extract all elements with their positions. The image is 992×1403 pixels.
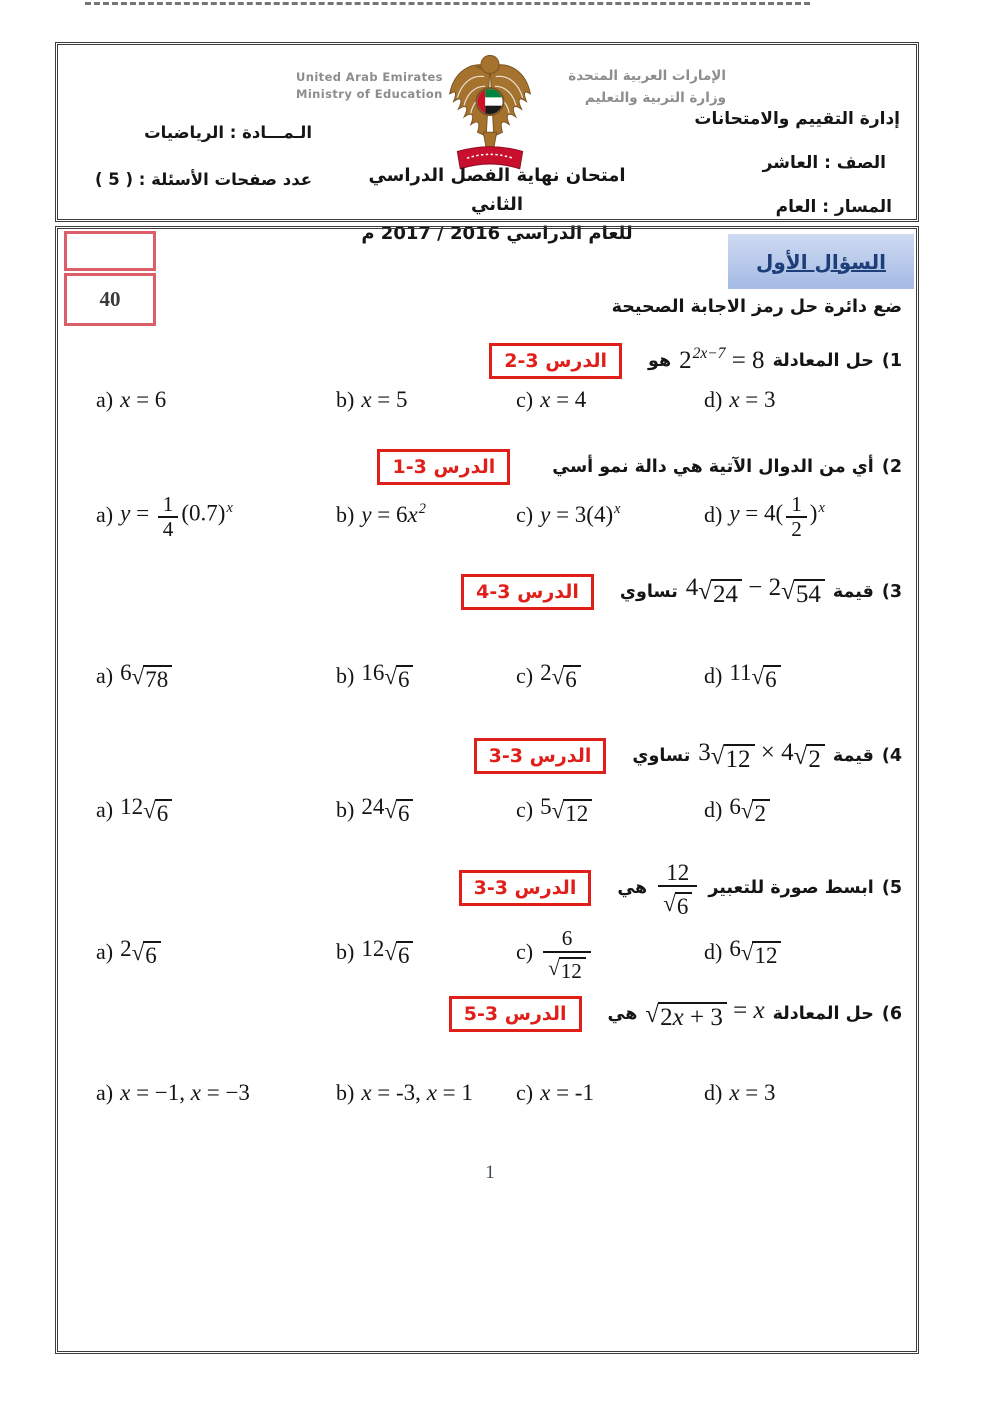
exam-title-line2: للعام الدراسي 2016 / 2017 م [361,223,633,244]
option-a [96,491,336,540]
option-math: 12 √ 6 [120,794,172,826]
ministry-en-line1: United Arab Emirates [296,70,443,84]
ministry-ar-line1: الإمارات العربية المتحدة [568,68,726,84]
question-number: 5) [881,877,902,898]
question-number: 6) [881,1003,902,1024]
option-math: x = 3 [729,387,776,412]
question-6-options [78,1080,902,1106]
question-2-options [78,491,902,540]
track-label: المسار : العام [775,197,892,217]
option-math: 12 √ 6 [361,936,413,968]
question-number: 2) [881,457,902,477]
ministry-name-english [296,69,443,103]
option-c [516,660,704,692]
lesson-tag: الدرس 3-3 [474,738,607,774]
option-math: 11 √ 6 [729,660,780,692]
option-key: c) [516,1079,534,1105]
option-math: 5 √ 12 [540,794,592,826]
option-math: 6 √ 12 [540,925,594,979]
question-6-text [608,997,902,1031]
option-math: x = -1 [540,1079,594,1105]
option-math: x = 5 [361,387,408,412]
option-c [516,1080,704,1106]
option-math: 2 √ 6 [540,660,581,692]
question-1-options [78,387,902,413]
option-key: b) [336,796,355,822]
option-key: a) [96,662,114,688]
question-number: 3) [881,581,902,602]
question-4-text [632,739,902,773]
lesson-tag: الدرس 3-1 [377,449,510,485]
lesson-tag: الدرس 3-2 [489,343,622,379]
header-right-block [694,97,900,229]
option-math: y = $\frac{1}{4}$ $(0.7)^x$ [120,492,233,542]
questions-area [58,229,916,1351]
question-prompt-tail: تساوي [619,581,678,602]
option-math: x = 3 [729,1079,776,1105]
question-prompt: ابسط صورة للتعبير [708,877,874,898]
option-a [96,1080,336,1106]
question-2-text [536,457,902,477]
question-prompt-tail: هو [648,351,672,371]
option-key: d) [704,662,723,688]
option-b [336,936,516,968]
marks-box-total: 40 [64,273,156,326]
option-key: c) [516,796,534,822]
option-math: 6 √ 78 [120,660,172,692]
question-prompt: حل المعادلة [772,351,874,371]
section-title: السؤال الأول [756,249,886,274]
uae-falcon-emblem-icon [442,51,538,179]
option-a [96,936,336,968]
page-number: 1 [485,1161,495,1183]
option-a [96,387,336,413]
option-key: d) [704,387,723,412]
question-prompt-tail: تساوي [632,745,691,766]
option-a [96,794,336,826]
option-key: d) [704,1079,723,1105]
question-4-options [78,794,902,826]
option-key: c) [516,387,534,412]
option-key: a) [96,939,114,965]
question-5-line [78,858,902,920]
question-6-line [78,996,902,1032]
option-c [516,794,704,826]
option-c [516,502,704,528]
question-3-options [78,660,902,692]
option-math: x = −1, x = −3 [120,1079,250,1105]
option-math: 2 √ 6 [120,936,161,968]
question-prompt-tail: هي [617,877,648,898]
question-prompt: أي من الدوال الآتية هي دالة نمو أسي [552,457,874,477]
question-number: 4) [881,745,902,766]
question-3-line [78,574,902,610]
option-b [336,1080,516,1106]
question-prompt: قيمة [832,745,874,766]
lesson-tag: الدرس 3-4 [461,574,594,610]
question-4-line [78,738,902,774]
option-d [704,387,896,413]
option-key: a) [96,502,114,528]
question-1-line [78,343,902,379]
option-math: 24 √ 6 [361,794,413,826]
option-math: 6 √ 2 [729,794,770,826]
option-d [704,1080,896,1106]
question-prompt: حل المعادلة [772,1003,874,1024]
option-key: d) [704,796,723,822]
pages-count-label: عدد صفحات الأسئلة : ( 5 ) [94,170,312,189]
option-math: $y = 6x^2$ [361,501,426,528]
option-c [516,387,704,413]
option-math: 16 √ 6 [361,660,413,692]
ministry-en-line2: Ministry of Education [296,87,443,101]
option-b [336,660,516,692]
option-key: d) [704,502,723,528]
lesson-tag: الدرس 3-5 [449,996,582,1032]
question-math: 3 √ 12 × 4 √ 2 [698,739,825,773]
option-d [704,936,896,968]
question-math: 4 √ 24 − 2 √ 54 [686,574,825,608]
ministry-ar-line2: وزارة التربية والتعليم [584,90,726,106]
option-a [96,660,336,692]
exam-header [55,42,919,244]
exam-title-line1: امتحان نهاية الفصل الدراسي الثاني [368,165,626,215]
option-d [704,794,896,826]
option-key: c) [516,662,534,688]
option-math: x = -3, x = 1 [361,1079,473,1105]
option-b [336,387,516,413]
question-2-line [78,449,902,485]
option-key: c) [516,502,534,528]
option-key: b) [336,1079,355,1105]
option-key: c) [516,939,534,965]
exam-body [55,226,919,1354]
lesson-tag: الدرس 3-3 [459,870,592,906]
option-math: x = 6 [120,387,167,412]
question-prompt: قيمة [832,581,874,602]
option-math: $y = 3(4)^x$ [540,501,621,528]
question-1-text [648,347,902,375]
grade-label: الصف : العاشر [762,153,886,173]
question-math: 12 √ 6 [655,858,700,917]
option-key: a) [96,1079,114,1105]
scan-artifact-line [85,2,810,5]
question-math: $2^{2x-7} = 8$ [679,345,765,374]
option-math: 6 √ 12 [729,936,781,968]
option-key: b) [336,939,355,965]
option-key: b) [336,387,355,412]
subject-label: الـمـــادة : الرياضيات [144,123,312,142]
option-d [704,660,896,692]
question-prompt-tail: هي [607,1003,638,1024]
department-label: إدارة التقييم والامتحانات [694,109,900,129]
instruction-text: ضع دائرة حل رمز الاجابة الصحيحة [611,297,902,317]
option-key: b) [336,662,355,688]
option-c [516,925,704,983]
header-left-block [88,109,312,203]
option-key: b) [336,502,355,528]
question-math: √ 2x + 3 = x [645,996,765,1031]
option-key: a) [96,387,114,412]
option-key: a) [96,796,114,822]
question-5-options [78,925,902,983]
option-d [704,491,896,540]
option-math: y = 4( $\frac{1}{2}$ )$^x$ [729,492,825,542]
option-b [336,794,516,826]
option-math: x = 4 [540,387,587,412]
option-b [336,502,516,528]
option-key: d) [704,939,723,965]
question-5-text [617,858,902,920]
question-number: 1) [881,351,902,371]
question-3-text [620,574,902,608]
